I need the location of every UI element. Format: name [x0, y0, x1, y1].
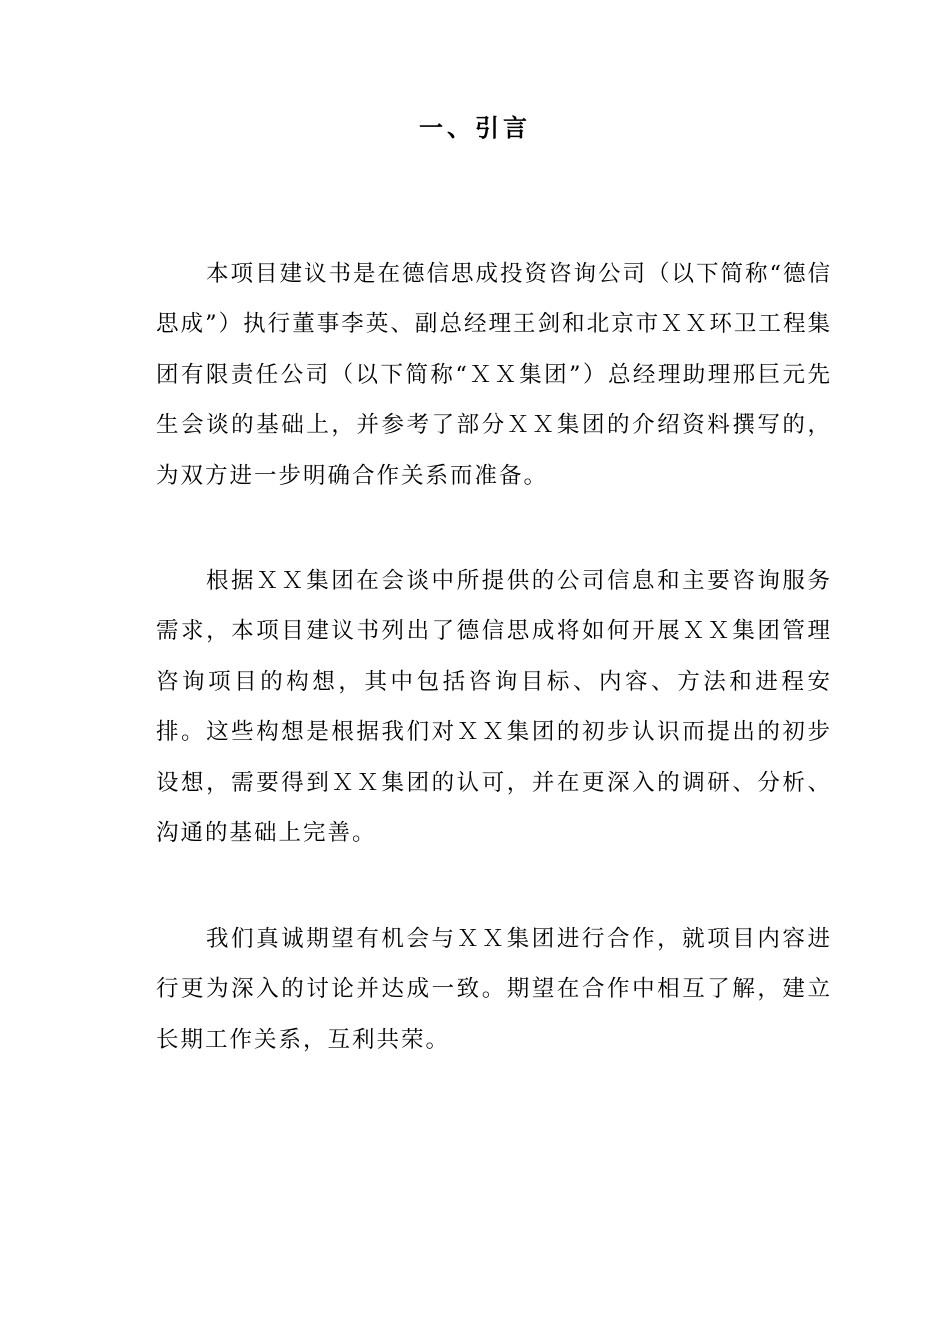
paragraph-intro: 本项目建议书是在德信思成投资咨询公司（以下简称“德信思成”）执行董事李英、副总经理王剑和北京市ＸＸ环卫工程集团有限责任公司（以下简称“ＸＸ集团”）总经理助理邢巨元先生会谈的基础上，并参考了部分ＸＸ集团的介绍资料撰写的，为双方进一步明确合作关系而准备。 — [156, 260, 833, 489]
section-heading: 一、引言 — [419, 113, 531, 142]
paragraph-scope: 根据ＸＸ集团在会谈中所提供的公司信息和主要咨询服务需求，本项目建议书列出了德信思成将如何开展ＸＸ集团管理咨询项目的构想，其中包括咨询目标、内容、方法和进程安排。这些构想是根据我们对ＸＸ集团的初步认识而提出的初步设想，需要得到ＸＸ集团的认可，并在更深入的调研、分析、沟通的基础上完善。 — [156, 567, 832, 846]
paragraph-closing: 我们真诚期望有机会与ＸＸ集团进行合作，就项目内容进行更为深入的讨论并达成一致。期望在合作中相互了解，建立长期工作关系，互利共荣。 — [156, 925, 832, 1053]
